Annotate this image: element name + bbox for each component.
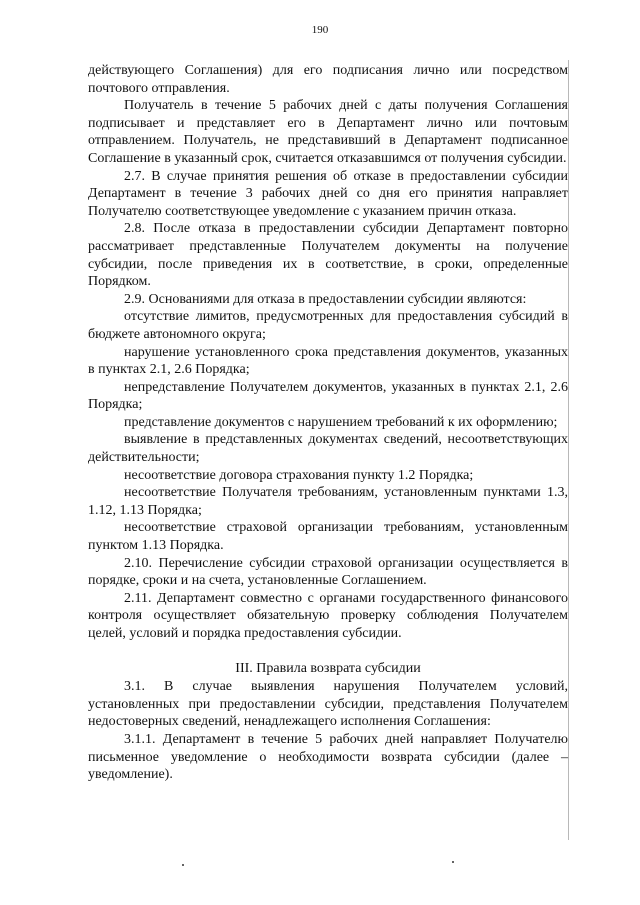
- list-item: несоответствие Получателя требованиям, установленным пунктами 1.3, 1.12, 1.13 Порядка;: [88, 485, 568, 518]
- list-item: нарушение установленного срока представления документов, указанных в пунктах 2.1, 2.6 Порядка;: [88, 344, 568, 378]
- paragraph: 3.1. В случае выявления нарушения Получателем условий, установленных при предоставлении субсидии, представления Получателем недостоверных сведений, ненадлежащего исполнения Соглашения:: [88, 679, 568, 730]
- list-item: непредставление Получателем документов, указанных в пунктах 2.1, 2.6 Порядка;: [88, 379, 568, 413]
- page-number: 190: [311, 24, 329, 36]
- document-body: [88, 62, 568, 784]
- list-item: отсутствие лимитов, предусмотренных для предоставления субсидий в бюджете автономного округа;: [88, 309, 568, 342]
- list-item: представление документов с нарушением требований к их оформлению;: [124, 414, 558, 430]
- paragraph: 2.7. В случае принятия решения об отказе в предоставлении субсидии Департамент в течение 3 рабочих дней со дня его принятия направляет Получателю соответствующее уведомление с указанием причин отказа.: [88, 168, 568, 219]
- paragraph: 2.9. Основаниями для отказа в предоставлении субсидии являются:: [124, 291, 527, 307]
- paragraph: 3.1.1. Департамент в течение 5 рабочих дней направляет Получателю письменное уведомление о необходимости возврата субсидии (далее – уведомление).: [88, 731, 568, 783]
- paragraph: действующего Соглашения) для его подписания лично или посредством почтового отправления.: [88, 63, 568, 96]
- paragraph: Получатель в течение 5 рабочих дней с даты получения Соглашения подписывает и представляет его в Департамент лично или почтовым отправлением. Получатель, не представивший в Департамент подписанное Соглашение в указанный срок, считается отказавшимся от получения субсидии.: [88, 98, 568, 166]
- list-item: несоответствие страховой организации требованиям, установленным пунктом 1.13 Порядка.: [88, 520, 568, 554]
- list-item: выявление в представленных документах сведений, несоответствующих действительности;: [88, 432, 568, 466]
- section-heading: III. Правила возврата субсидии: [235, 660, 421, 676]
- paragraph: 2.10. Перечисление субсидии страховой организации осуществляется в порядке, сроки и на счета, установленные Соглашением.: [88, 555, 568, 589]
- list-item: несоответствие договора страхования пункту 1.2 Порядка;: [124, 467, 474, 483]
- paragraph: 2.8. После отказа в предоставлении субсидии Департамент повторно рассматривает представленные Получателем документы на получение субсидии, после приведения их в соответствие, в сроки, определенные Порядком.: [88, 221, 568, 290]
- scan-speck: [452, 861, 454, 863]
- scan-edge-line: [568, 60, 569, 840]
- paragraph: 2.11. Департамент совместно с органами государственного финансового контроля осуществляет обязательную проверку соблюдения Получателем целей, условий и порядка предоставления субсидии.: [88, 590, 568, 641]
- scan-speck: [182, 864, 184, 866]
